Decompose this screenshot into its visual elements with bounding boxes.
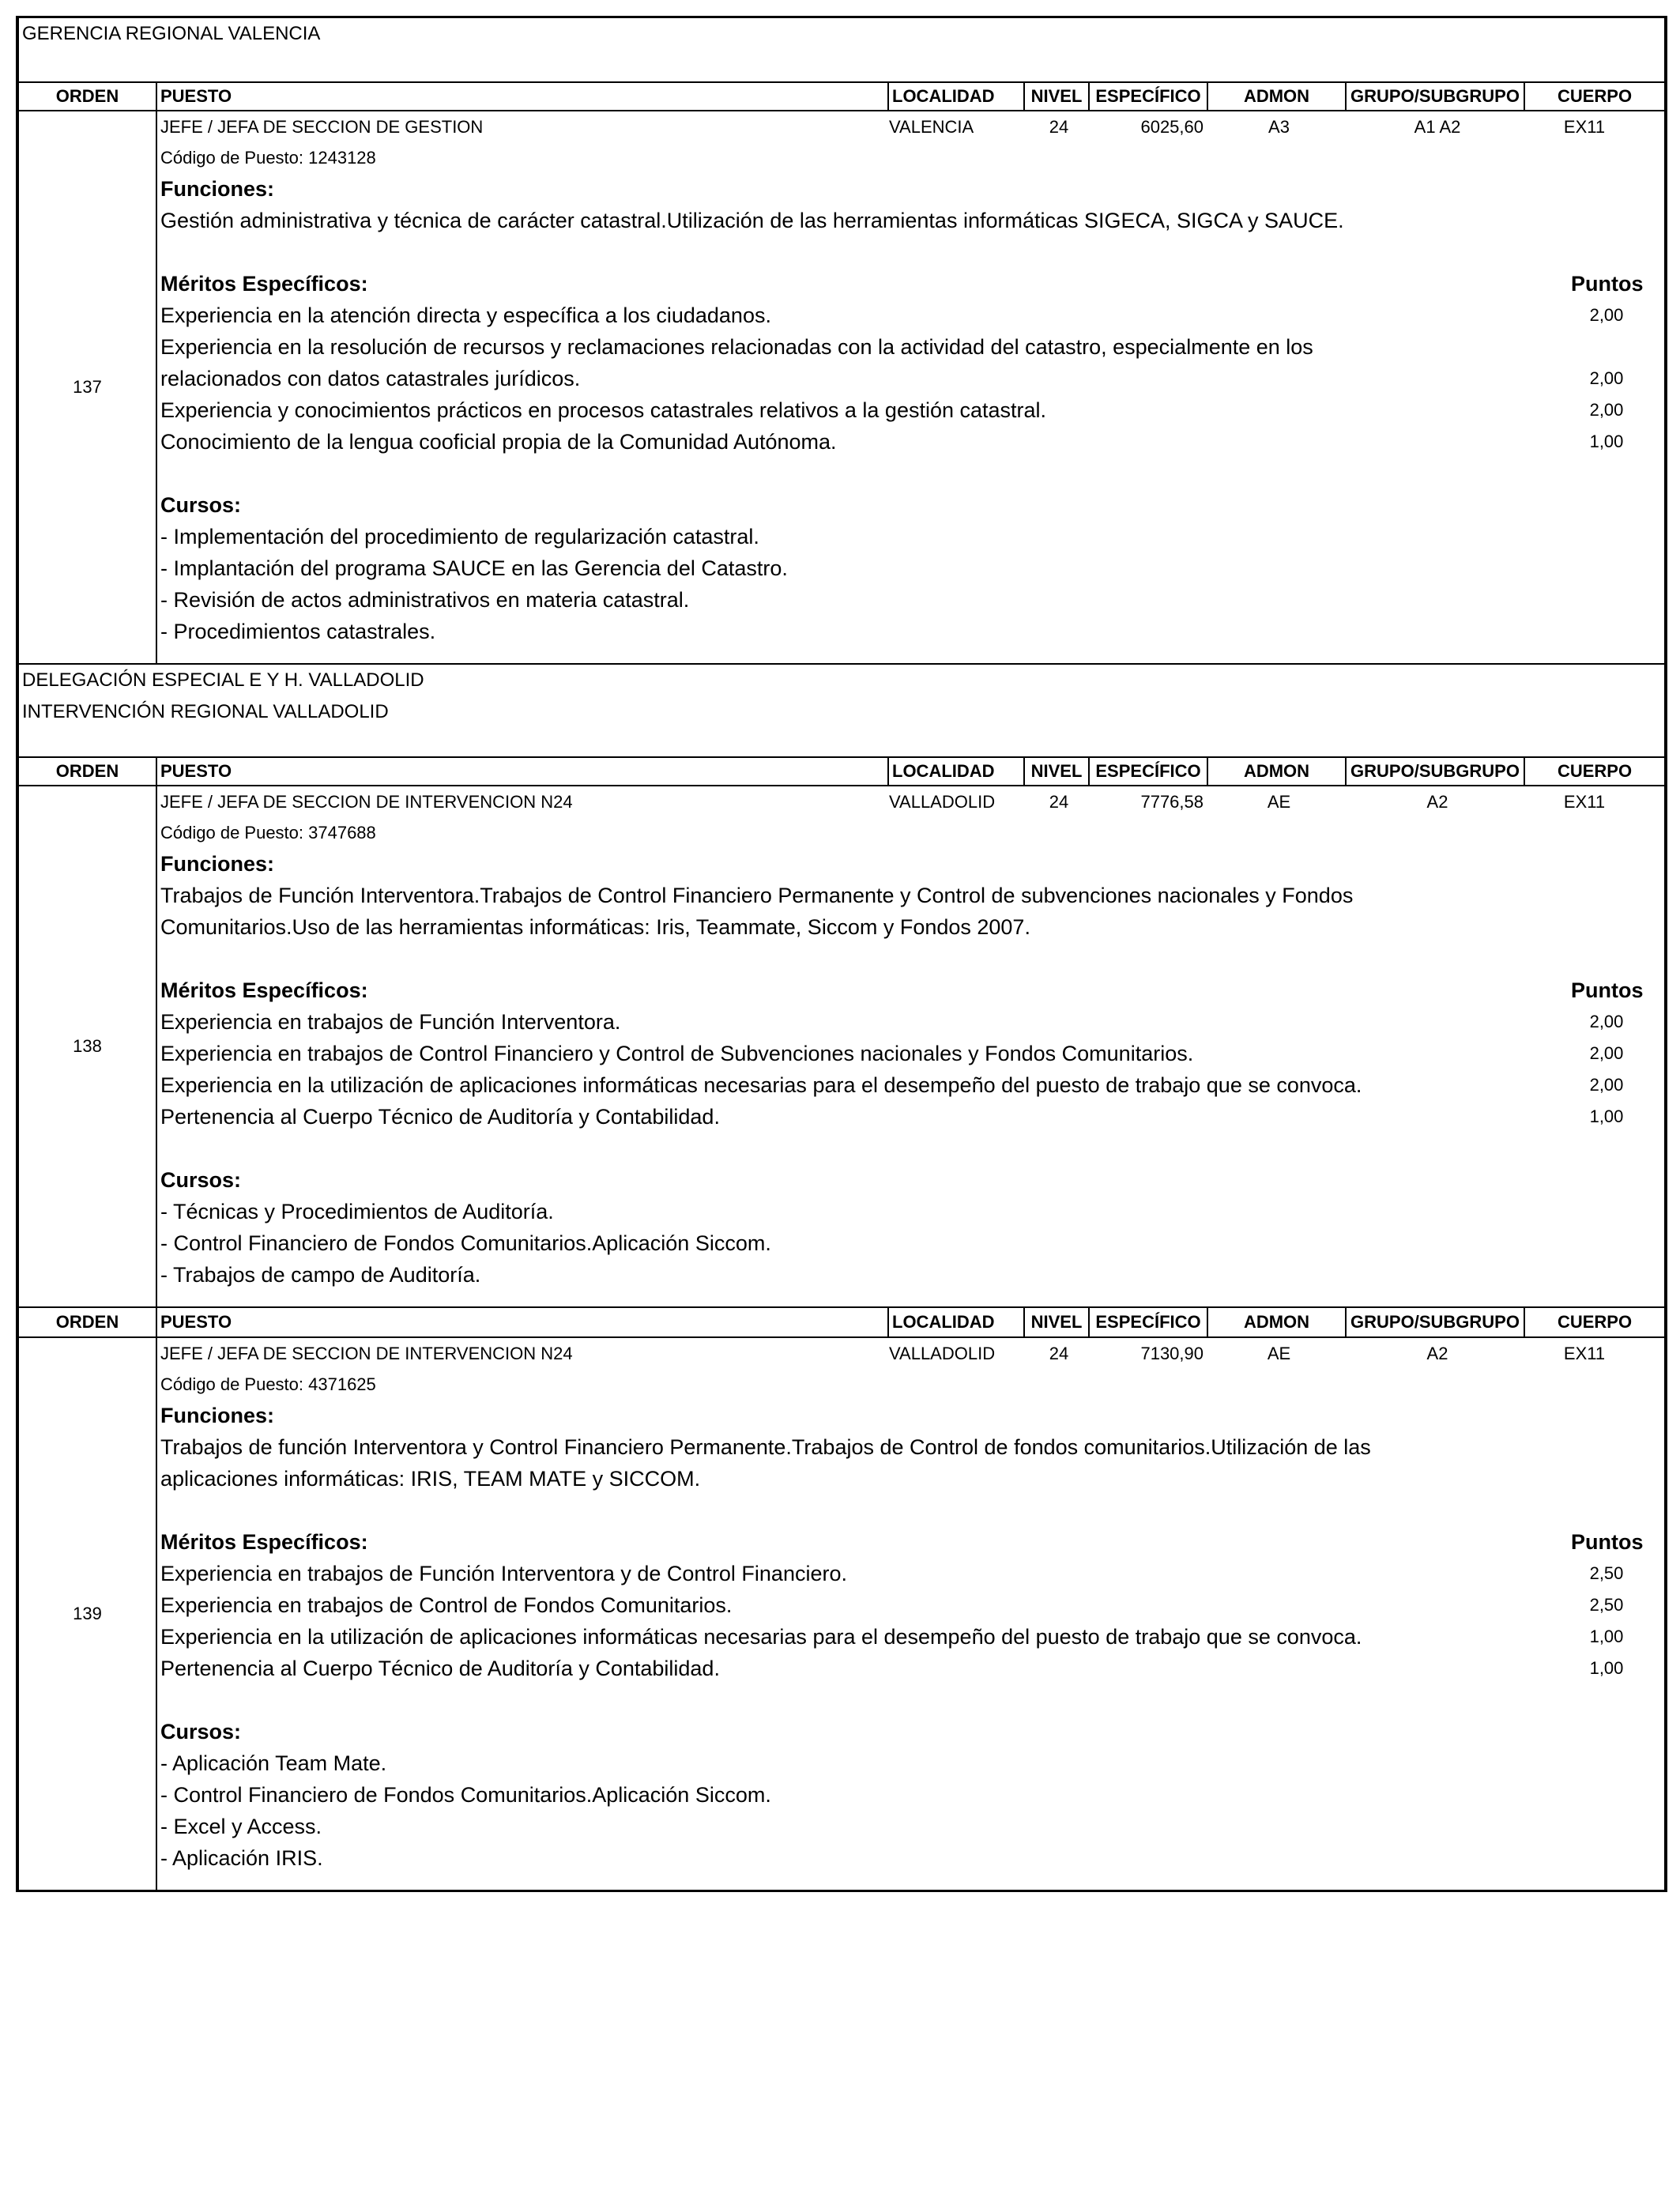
document	[16, 16, 1667, 1892]
col-grupo: GRUPO/SUBGRUPO	[1347, 1308, 1525, 1336]
job-admon: AE	[1267, 1344, 1291, 1363]
spacer	[160, 1495, 1642, 1526]
job-especifico: 7130,90	[1140, 1344, 1203, 1363]
funciones-label: Funciones:	[160, 177, 275, 201]
merito-puntos: 1,00	[1589, 1106, 1624, 1126]
spacer	[160, 1684, 1642, 1716]
meritos-label: Méritos Específicos:	[160, 1530, 368, 1554]
cursos-label: Cursos:	[160, 1720, 242, 1744]
col-nivel: NIVEL	[1025, 758, 1090, 785]
job-admon: A3	[1268, 117, 1290, 137]
col-orden: ORDEN	[19, 1308, 157, 1336]
col-localidad: LOCALIDAD	[889, 758, 1025, 785]
orden-number: 138	[19, 786, 157, 1306]
merito-row	[160, 1589, 1642, 1621]
section-valencia	[16, 16, 1667, 663]
meritos-label: Méritos Específicos:	[160, 978, 368, 1002]
entry	[19, 786, 1664, 1306]
cursos-label: Cursos:	[160, 493, 242, 517]
merito-line: Experiencia y conocimientos prácticos en procesos catastrales relativos a la gestión catastral.	[160, 398, 1047, 422]
col-orden: ORDEN	[19, 83, 157, 110]
merito-row	[160, 1621, 1642, 1653]
merito-row	[160, 300, 1642, 331]
merito-text	[160, 1101, 1571, 1133]
funciones-line: aplicaciones informáticas: IRIS, TEAM MATE y SICCOM.	[160, 1467, 701, 1491]
job-title: JEFE / JEFA DE SECCION DE GESTION	[160, 117, 484, 137]
col-admon: ADMON	[1208, 758, 1347, 785]
curso-line: - Implementación del procedimiento de regularización catastral.	[160, 525, 759, 548]
merito-text	[160, 331, 1571, 394]
col-grupo: GRUPO/SUBGRUPO	[1347, 758, 1525, 785]
merito-line: Experiencia en la resolución de recursos y reclamaciones relacionadas con la actividad del catastro, especialmente en los	[160, 335, 1313, 359]
merito-row	[160, 1558, 1642, 1589]
merito-line: Experiencia en la atención directa y específica a los ciudadanos.	[160, 303, 771, 327]
funciones-line: Trabajos de Función Interventora.Trabajos de Control Financiero Permanente y Control de subvenciones nacionales y Fondos	[160, 884, 1354, 907]
col-admon: ADMON	[1208, 1308, 1347, 1336]
col-especifico: ESPECÍFICO	[1090, 1308, 1208, 1336]
job-grupo: A2	[1426, 792, 1448, 812]
funciones-label: Funciones:	[160, 852, 275, 876]
spacer	[160, 943, 1642, 974]
merito-puntos: 2,00	[1589, 305, 1624, 325]
puntos-label: Puntos	[1571, 272, 1644, 296]
col-cuerpo: CUERPO	[1557, 1312, 1633, 1332]
merito-row	[160, 331, 1642, 394]
section-heading: DELEGACIÓN ESPECIAL E Y H. VALLADOLID	[22, 669, 424, 691]
merito-line: Pertenencia al Cuerpo Técnico de Auditoría y Contabilidad.	[160, 1105, 720, 1129]
merito-row	[160, 1006, 1642, 1038]
col-cuerpo: CUERPO	[1557, 761, 1633, 781]
funciones-line: Comunitarios.Uso de las herramientas informáticas: Iris, Teammate, Siccom y Fondos 2007.	[160, 915, 1030, 939]
job-info-row	[160, 786, 1642, 818]
merito-puntos: 2,00	[1589, 1043, 1624, 1063]
merito-line: Experiencia en la utilización de aplicaciones informáticas necesarias para el desempeño del puesto de trabajo que se convoca.	[160, 1625, 1362, 1649]
job-nivel: 24	[1049, 792, 1069, 812]
merito-text	[160, 1589, 1571, 1621]
job-cuerpo: EX11	[1563, 1344, 1606, 1363]
job-localidad: VALLADOLID	[889, 792, 996, 812]
job-code: Código de Puesto: 1243128	[160, 148, 376, 168]
merito-puntos: 2,00	[1589, 1012, 1624, 1031]
job-info-row	[160, 1338, 1642, 1370]
merito-text	[160, 1621, 1571, 1653]
curso-line: - Excel y Access.	[160, 1815, 322, 1838]
merito-text	[160, 1069, 1571, 1101]
meritos-header	[160, 974, 1642, 1006]
job-nivel: 24	[1049, 1344, 1069, 1363]
meritos-label: Méritos Específicos:	[160, 272, 368, 296]
job-title: JEFE / JEFA DE SECCION DE INTERVENCION N24	[160, 792, 573, 812]
col-puesto: PUESTO	[157, 758, 889, 785]
merito-row	[160, 1038, 1642, 1069]
orden-number: 137	[19, 111, 157, 663]
col-especifico: ESPECÍFICO	[1090, 83, 1208, 110]
merito-line: Experiencia en la utilización de aplicaciones informáticas necesarias para el desempeño del puesto de trabajo que se convoca.	[160, 1073, 1362, 1097]
col-admon: ADMON	[1208, 83, 1347, 110]
curso-line: - Revisión de actos administrativos en materia catastral.	[160, 588, 690, 612]
merito-text	[160, 1558, 1571, 1589]
col-puesto: PUESTO	[157, 1308, 889, 1336]
curso-line: - Aplicación Team Mate.	[160, 1751, 387, 1775]
merito-text	[160, 394, 1571, 426]
curso-line: - Procedimientos catastrales.	[160, 620, 436, 643]
section-heading: GERENCIA REGIONAL VALENCIA	[22, 23, 321, 44]
col-cuerpo: CUERPO	[1557, 86, 1633, 106]
col-localidad: LOCALIDAD	[889, 83, 1025, 110]
merito-puntos: 2,50	[1589, 1595, 1624, 1615]
col-nivel: NIVEL	[1025, 83, 1090, 110]
job-grupo: A1 A2	[1414, 117, 1461, 137]
funciones-line: Trabajos de función Interventora y Control Financiero Permanente.Trabajos de Control de fondos comunitarios.Utilización de las	[160, 1435, 1371, 1459]
merito-line: Experiencia en trabajos de Función Interventora.	[160, 1010, 621, 1034]
meritos-header	[160, 268, 1642, 300]
job-title: JEFE / JEFA DE SECCION DE INTERVENCION N24	[160, 1344, 573, 1363]
curso-line: - Trabajos de campo de Auditoría.	[160, 1263, 481, 1287]
job-cuerpo: EX11	[1563, 792, 1606, 812]
puntos-label: Puntos	[1571, 1530, 1644, 1554]
curso-line: - Implantación del programa SAUCE en las Gerencia del Catastro.	[160, 556, 788, 580]
spacer	[160, 236, 1642, 268]
merito-puntos: 2,00	[1589, 400, 1624, 420]
funciones-label: Funciones:	[160, 1404, 275, 1427]
merito-line: Pertenencia al Cuerpo Técnico de Auditoría y Contabilidad.	[160, 1657, 720, 1680]
merito-row	[160, 426, 1642, 458]
column-header-row	[19, 756, 1664, 786]
merito-row	[160, 394, 1642, 426]
merito-line: relacionados con datos catastrales jurídicos.	[160, 367, 581, 390]
merito-puntos: 1,00	[1589, 1627, 1624, 1646]
job-cuerpo: EX11	[1563, 117, 1606, 137]
curso-line: - Control Financiero de Fondos Comunitarios.Aplicación Siccom.	[160, 1783, 771, 1807]
merito-puntos: 2,00	[1589, 368, 1624, 388]
merito-text	[160, 1653, 1571, 1684]
entry-body	[157, 111, 1664, 663]
merito-puntos: 1,00	[1589, 432, 1624, 451]
curso-line: - Aplicación IRIS.	[160, 1846, 323, 1870]
col-nivel: NIVEL	[1025, 1308, 1090, 1336]
col-puesto: PUESTO	[157, 83, 889, 110]
col-grupo: GRUPO/SUBGRUPO	[1347, 83, 1525, 110]
merito-text	[160, 426, 1571, 458]
merito-line: Conocimiento de la lengua cooficial propia de la Comunidad Autónoma.	[160, 430, 837, 454]
job-localidad: VALLADOLID	[889, 1344, 996, 1363]
entry	[19, 1338, 1664, 1890]
section-subheading: INTERVENCIÓN REGIONAL VALLADOLID	[22, 701, 389, 722]
entry-body	[157, 1338, 1664, 1890]
curso-line: - Control Financiero de Fondos Comunitarios.Aplicación Siccom.	[160, 1231, 771, 1255]
merito-row	[160, 1101, 1642, 1133]
merito-text	[160, 300, 1571, 331]
merito-text	[160, 1006, 1571, 1038]
job-localidad: VALENCIA	[889, 117, 974, 137]
entry-body	[157, 786, 1664, 1306]
column-header-row	[19, 81, 1664, 111]
job-nivel: 24	[1049, 117, 1069, 137]
job-grupo: A2	[1426, 1344, 1448, 1363]
merito-line: Experiencia en trabajos de Control de Fondos Comunitarios.	[160, 1593, 733, 1617]
merito-text	[160, 1038, 1571, 1069]
merito-line: Experiencia en trabajos de Control Financiero y Control de Subvenciones nacionales y Fondos Comunitarios.	[160, 1042, 1194, 1065]
col-localidad: LOCALIDAD	[889, 1308, 1025, 1336]
merito-row	[160, 1653, 1642, 1684]
job-code: Código de Puesto: 4371625	[160, 1374, 376, 1394]
job-especifico: 7776,58	[1140, 792, 1203, 812]
merito-puntos: 2,00	[1589, 1075, 1624, 1095]
cursos-label: Cursos:	[160, 1168, 242, 1192]
merito-line: Experiencia en trabajos de Función Interventora y de Control Financiero.	[160, 1562, 847, 1585]
job-code: Código de Puesto: 3747688	[160, 823, 376, 843]
merito-row	[160, 1069, 1642, 1101]
col-especifico: ESPECÍFICO	[1090, 758, 1208, 785]
section-valladolid-continued	[16, 1306, 1667, 1892]
col-orden: ORDEN	[19, 758, 157, 785]
job-admon: AE	[1267, 792, 1291, 812]
puntos-label: Puntos	[1571, 978, 1644, 1002]
merito-puntos: 2,50	[1589, 1563, 1624, 1583]
spacer	[160, 458, 1642, 489]
spacer	[160, 1133, 1642, 1164]
meritos-header	[160, 1526, 1642, 1558]
job-info-row	[160, 111, 1642, 143]
entry	[19, 111, 1664, 663]
curso-line: - Técnicas y Procedimientos de Auditoría.	[160, 1200, 554, 1223]
job-especifico: 6025,60	[1140, 117, 1203, 137]
orden-number: 139	[19, 1338, 157, 1890]
funciones-line: Gestión administrativa y técnica de carácter catastral.Utilización de las herramientas informáticas SIGECA, SIGCA y SAUCE.	[160, 209, 1344, 232]
section-valladolid	[16, 663, 1667, 1306]
merito-puntos: 1,00	[1589, 1658, 1624, 1678]
column-header-row	[19, 1308, 1664, 1338]
